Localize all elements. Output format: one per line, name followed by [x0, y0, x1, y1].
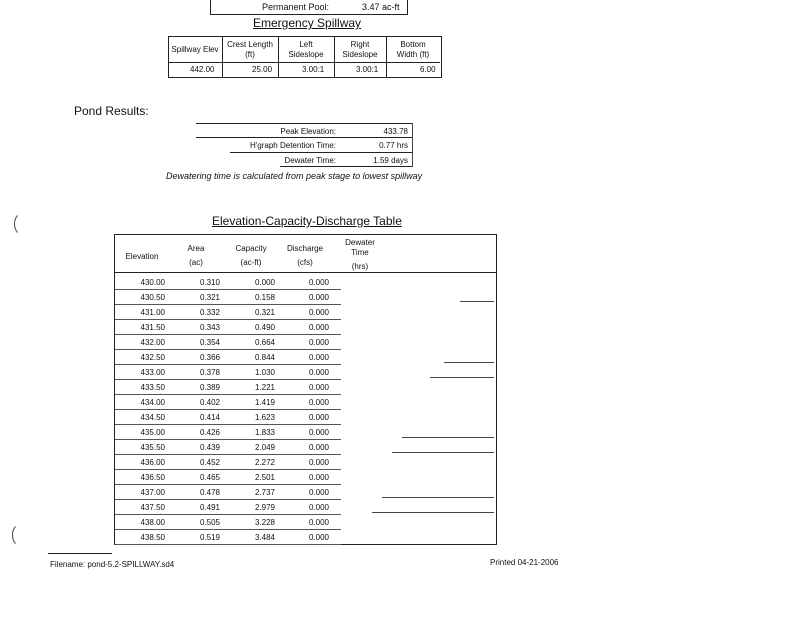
pond-results-rule: [230, 152, 412, 153]
es-value-spillway-elev: 442.00: [190, 65, 215, 74]
capacity-cell: 2.737: [254, 488, 275, 497]
scan-mark: [460, 301, 494, 302]
scan-mark: [372, 512, 494, 513]
ecd-header-divider: [114, 272, 496, 273]
table-row: [115, 410, 495, 425]
detention-time-value: 0.77 hrs: [379, 141, 408, 150]
elevation-cell: 438.00: [140, 518, 165, 527]
area-cell: 0.452: [199, 458, 220, 467]
table-row: [115, 350, 495, 365]
elevation-cell: 435.00: [140, 428, 165, 437]
table-row: [115, 305, 495, 320]
area-cell: 0.389: [199, 383, 220, 392]
elevation-cell: 436.00: [140, 458, 165, 467]
capacity-cell: 2.979: [254, 503, 275, 512]
es-value-left-sideslope: 3.00:1: [302, 65, 325, 74]
area-cell: 0.332: [199, 308, 220, 317]
capacity-cell: 0.158: [254, 293, 275, 302]
area-cell: 0.491: [199, 503, 220, 512]
elevation-cell: 431.50: [140, 323, 165, 332]
capacity-cell: 3.228: [254, 518, 275, 527]
ecd-header-area: Area (ac): [187, 244, 205, 267]
row-rule: [115, 544, 341, 545]
capacity-cell: 1.030: [254, 368, 275, 377]
pond-results-rule: [196, 137, 412, 138]
discharge-cell: 0.000: [308, 278, 329, 287]
table-row: [115, 395, 495, 410]
discharge-cell: 0.000: [308, 473, 329, 482]
ecd-header-capacity: Capacity (ac-ft): [235, 244, 267, 267]
ecd-header-elevation: Elevation: [125, 252, 159, 261]
elevation-cell: 435.50: [140, 443, 165, 452]
elevation-cell: 433.50: [140, 383, 165, 392]
table-row: [115, 290, 495, 305]
capacity-cell: 0.000: [254, 278, 275, 287]
pond-results-rule: [280, 166, 412, 167]
discharge-cell: 0.000: [308, 488, 329, 497]
discharge-cell: 0.000: [308, 308, 329, 317]
discharge-cell: 0.000: [308, 323, 329, 332]
es-value-right-sideslope: 3.00:1: [356, 65, 379, 74]
table-row: [115, 515, 495, 530]
capacity-cell: 2.501: [254, 473, 275, 482]
area-cell: 0.519: [199, 533, 220, 542]
scan-mark: [392, 452, 494, 453]
es-value-crest-length: 25.00: [252, 65, 273, 74]
table-row: [115, 455, 495, 470]
scan-mark: [402, 437, 494, 438]
dewater-time-value: 1.59 days: [373, 156, 408, 165]
capacity-cell: 1.221: [254, 383, 275, 392]
discharge-cell: 0.000: [308, 338, 329, 347]
area-cell: 0.310: [199, 278, 220, 287]
es-value-bottom-width: 6.00: [420, 65, 436, 74]
area-cell: 0.414: [199, 413, 220, 422]
elevation-cell: 430.00: [140, 278, 165, 287]
table-row: [115, 320, 495, 335]
binder-hole-mark: [12, 523, 31, 547]
footer-filename: Filename: pond-5.2-SPILLWAY.sd4: [50, 560, 175, 569]
capacity-cell: 1.623: [254, 413, 275, 422]
elevation-cell: 437.50: [140, 503, 165, 512]
area-cell: 0.439: [199, 443, 220, 452]
ecd-header-dewater-time: Dewater Time (hrs): [345, 238, 375, 271]
area-cell: 0.378: [199, 368, 220, 377]
elevation-cell: 432.50: [140, 353, 165, 362]
capacity-cell: 0.321: [254, 308, 275, 317]
elevation-cell: 432.00: [140, 338, 165, 347]
es-header-bottom-width: Bottom Width (ft): [396, 40, 430, 59]
pond-results-label: Pond Results:: [74, 104, 149, 118]
elevation-cell: 433.00: [140, 368, 165, 377]
area-cell: 0.343: [199, 323, 220, 332]
discharge-cell: 0.000: [308, 293, 329, 302]
elevation-cell: 434.50: [140, 413, 165, 422]
detention-time-label: H'graph Detention Time:: [249, 141, 336, 150]
scan-mark: [382, 497, 494, 498]
footer-rule: [48, 553, 112, 554]
dewater-time-label: Dewater Time:: [284, 156, 336, 165]
table-row: [115, 275, 495, 290]
ecd-header-discharge: Discharge (cfs): [286, 244, 323, 267]
elevation-cell: 437.00: [140, 488, 165, 497]
capacity-cell: 0.664: [254, 338, 275, 347]
discharge-cell: 0.000: [308, 413, 329, 422]
es-header-left-sideslope: Left Sideslope: [288, 40, 324, 59]
elevation-cell: 434.00: [140, 398, 165, 407]
discharge-cell: 0.000: [308, 458, 329, 467]
discharge-cell: 0.000: [308, 428, 329, 437]
pond-results-edge: [412, 123, 413, 167]
footer-printed-date: Printed 04-21-2006: [490, 558, 559, 567]
dewatering-note: Dewatering time is calculated from peak stage to lowest spillway: [166, 171, 423, 181]
capacity-cell: 3.484: [254, 533, 275, 542]
ecd-table-title: Elevation-Capacity-Discharge Table: [212, 214, 402, 228]
area-cell: 0.354: [199, 338, 220, 347]
emergency-spillway-divider: [168, 62, 440, 63]
elevation-cell: 436.50: [140, 473, 165, 482]
capacity-cell: 0.490: [254, 323, 275, 332]
permanent-pool-value: 3.47 ac-ft: [362, 2, 400, 12]
table-row: [115, 380, 495, 395]
discharge-cell: 0.000: [308, 353, 329, 362]
capacity-cell: 1.419: [254, 398, 275, 407]
binder-hole-mark: [14, 212, 33, 236]
area-cell: 0.426: [199, 428, 220, 437]
permanent-pool-label: Permanent Pool:: [262, 2, 330, 12]
area-cell: 0.402: [199, 398, 220, 407]
area-cell: 0.366: [199, 353, 220, 362]
es-header-right-sideslope: Right Sideslope: [342, 40, 378, 59]
discharge-cell: 0.000: [308, 533, 329, 542]
elevation-cell: 438.50: [140, 533, 165, 542]
emergency-spillway-title: Emergency Spillway: [253, 16, 362, 30]
pond-results-rule: [196, 123, 412, 124]
peak-elevation-value: 433.78: [383, 127, 408, 136]
discharge-cell: 0.000: [308, 383, 329, 392]
discharge-cell: 0.000: [308, 443, 329, 452]
table-row: [115, 470, 495, 485]
area-cell: 0.321: [199, 293, 220, 302]
discharge-cell: 0.000: [308, 368, 329, 377]
elevation-cell: 430.50: [140, 293, 165, 302]
discharge-cell: 0.000: [308, 518, 329, 527]
capacity-cell: 1.833: [254, 428, 275, 437]
scan-mark: [430, 377, 494, 378]
discharge-cell: 0.000: [308, 503, 329, 512]
area-cell: 0.465: [199, 473, 220, 482]
es-header-spillway-elev: Spillway Elev: [171, 45, 219, 54]
es-header-crest-length: Crest Length (ft): [227, 40, 273, 59]
table-row: [115, 530, 495, 545]
capacity-cell: 0.844: [254, 353, 275, 362]
capacity-cell: 2.272: [254, 458, 275, 467]
area-cell: 0.478: [199, 488, 220, 497]
peak-elevation-label: Peak Elevation:: [280, 127, 336, 136]
capacity-cell: 2.049: [254, 443, 275, 452]
area-cell: 0.505: [199, 518, 220, 527]
elevation-cell: 431.00: [140, 308, 165, 317]
discharge-cell: 0.000: [308, 398, 329, 407]
scan-mark: [444, 362, 494, 363]
table-row: [115, 335, 495, 350]
